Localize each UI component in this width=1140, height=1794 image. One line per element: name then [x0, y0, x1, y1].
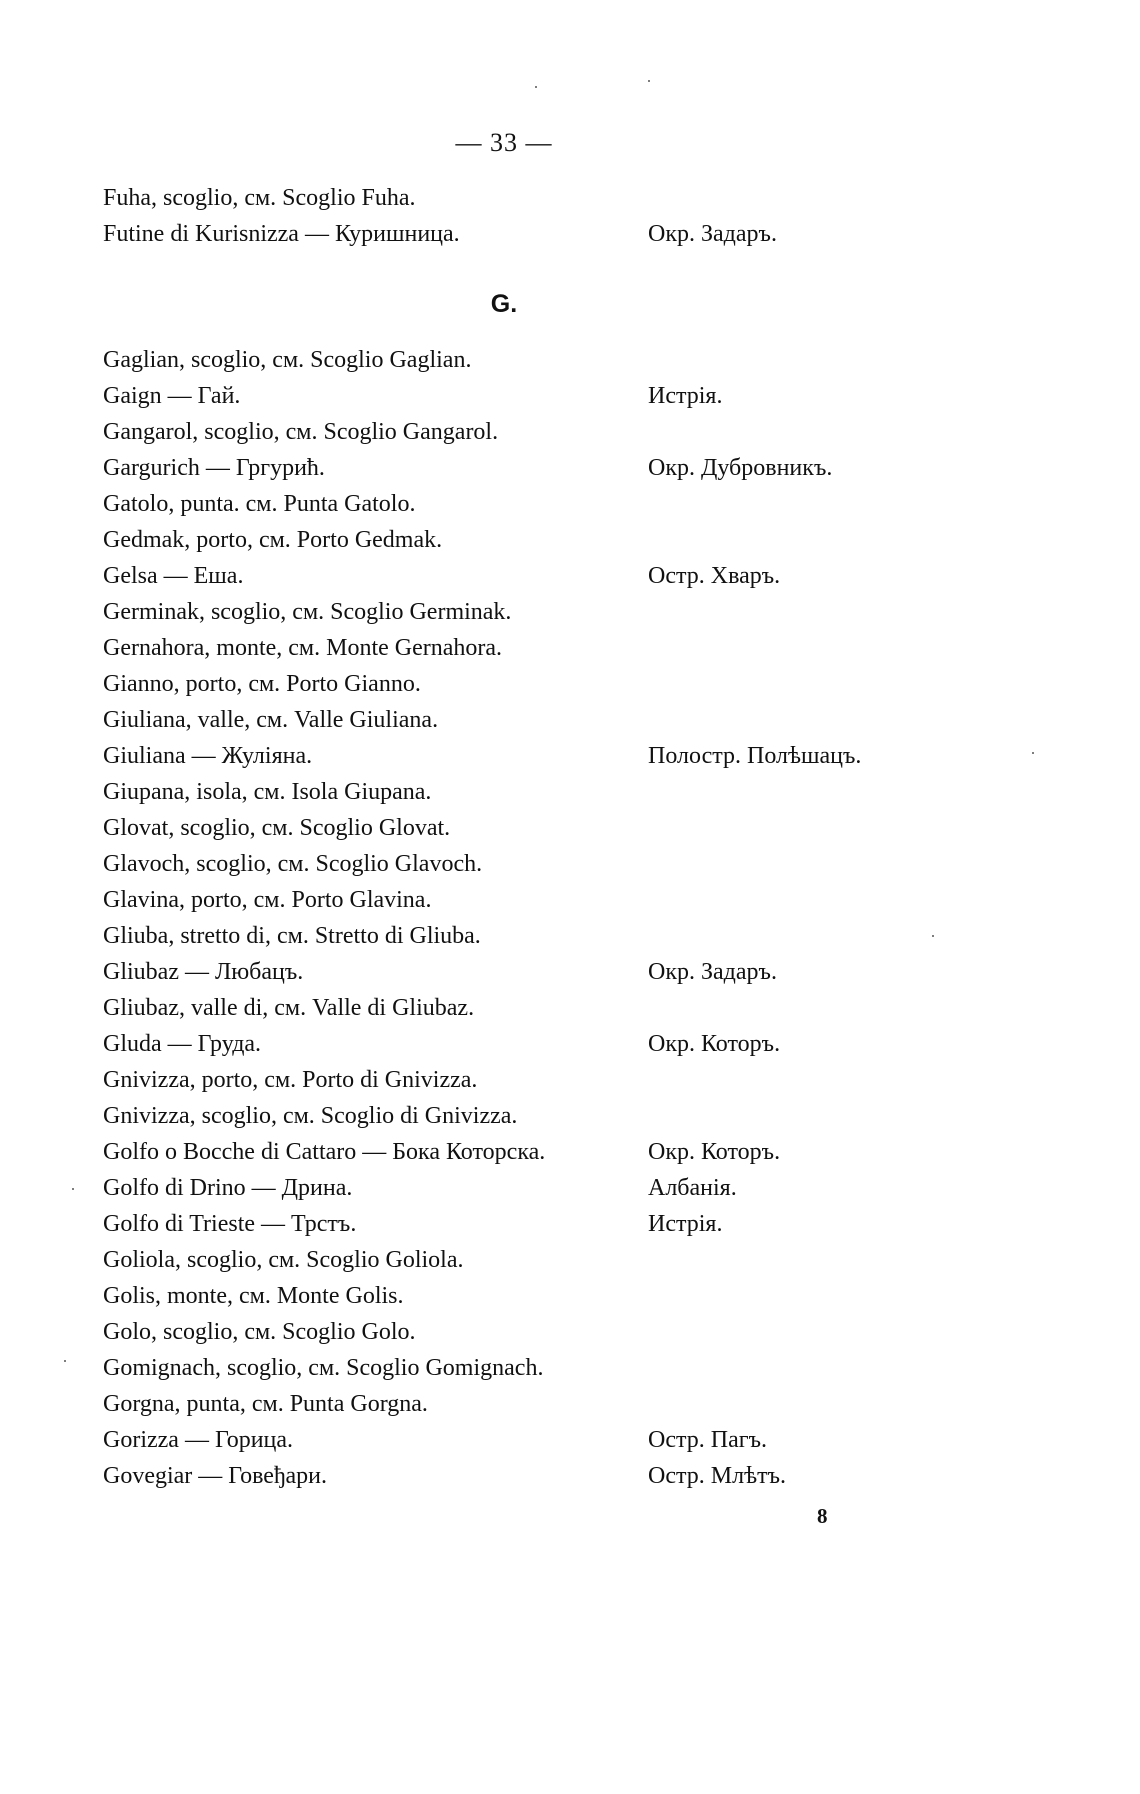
entry-region: Остр. Пагъ. — [648, 1427, 768, 1453]
entry-term: Gernahora, monte, см. Monte Gernahora. — [103, 635, 503, 661]
list-item — [0, 414, 1140, 450]
entry-term: Gorgna, punta, см. Punta Gorgna. — [103, 1391, 428, 1417]
entry-term: Golfo di Drino — Дрина. — [103, 1175, 353, 1201]
print-speck — [535, 86, 537, 88]
entry-term: Gaign — Гай. — [103, 383, 241, 409]
list-item — [0, 990, 1140, 1026]
entry-region: Окр. Которъ. — [648, 1139, 781, 1165]
print-speck — [648, 80, 650, 82]
list-item — [0, 558, 1140, 594]
list-item — [0, 846, 1140, 882]
entry-term: Gaglian, scoglio, см. Scoglio Gaglian. — [103, 347, 472, 373]
list-item — [0, 180, 1140, 216]
list-item — [0, 1062, 1140, 1098]
list-item — [0, 1422, 1140, 1458]
list-item — [0, 1098, 1140, 1134]
entry-term: Fuha, scoglio, см. Scoglio Fuha. — [103, 185, 416, 211]
list-item — [0, 1026, 1140, 1062]
entry-term: Glavoch, scoglio, см. Scoglio Glavoch. — [103, 851, 483, 877]
entry-region: Окр. Которъ. — [648, 1031, 781, 1057]
entry-region: Окр. Задаръ. — [648, 221, 777, 247]
list-item — [0, 378, 1140, 414]
entry-term: Glovat, scoglio, см. Scoglio Glovat. — [103, 815, 451, 841]
entry-term: Goliola, scoglio, см. Scoglio Goliola. — [103, 1247, 464, 1273]
list-item — [0, 882, 1140, 918]
entry-term: Giuliana — Жуліяна. — [103, 743, 313, 769]
entry-term: Gliubaz, valle di, см. Valle di Gliubaz. — [103, 995, 475, 1021]
entry-term: Gnivizza, porto, см. Porto di Gnivizza. — [103, 1067, 478, 1093]
print-speck — [72, 1188, 74, 1190]
entry-region: Остр. Млѣтъ. — [648, 1463, 787, 1489]
entry-term: Gorizza — Горица. — [103, 1427, 294, 1453]
entry-term: Gelsa — Еша. — [103, 563, 244, 589]
list-item — [0, 1278, 1140, 1314]
print-speck — [932, 935, 934, 937]
page-number: — 33 — — [455, 128, 553, 157]
list-item — [0, 216, 1140, 252]
list-item — [0, 630, 1140, 666]
print-speck — [64, 1360, 66, 1362]
entry-term: Gedmak, porto, см. Porto Gedmak. — [103, 527, 443, 553]
entry-region: Полостр. Полѣшацъ. — [648, 743, 862, 769]
list-item — [0, 738, 1140, 774]
entry-term: Govegiar — Говеђари. — [103, 1463, 327, 1489]
entry-term: Gomignach, scoglio, см. Scoglio Gomignach. — [103, 1355, 544, 1381]
entry-term: Giupana, isola, см. Isola Giupana. — [103, 779, 432, 805]
entry-term: Gliuba, stretto di, см. Stretto di Gliuba. — [103, 923, 481, 949]
entry-term: Futine di Kurisnizza — Куришница. — [103, 221, 460, 247]
list-item — [0, 1458, 1140, 1494]
list-item — [0, 1350, 1140, 1386]
entry-region: Окр. Дубровникъ. — [648, 455, 833, 481]
entry-term: Gangarol, scoglio, см. Scoglio Gangarol. — [103, 419, 499, 445]
list-item — [0, 1242, 1140, 1278]
list-item — [0, 342, 1140, 378]
entry-term: Gargurich — Гргурић. — [103, 455, 325, 481]
entry-region: Истрія. — [648, 383, 723, 409]
list-item — [0, 522, 1140, 558]
list-item — [0, 702, 1140, 738]
list-item — [0, 1386, 1140, 1422]
entry-region: Остр. Хваръ. — [648, 563, 781, 589]
list-item — [0, 486, 1140, 522]
entry-list — [0, 342, 1140, 1494]
entry-term: Gluda — Груда. — [103, 1031, 262, 1057]
list-item — [0, 774, 1140, 810]
entry-region: Албанія. — [648, 1175, 737, 1201]
list-item — [0, 1314, 1140, 1350]
entry-term: Gianno, porto, см. Porto Gianno. — [103, 671, 421, 697]
list-item — [0, 1170, 1140, 1206]
list-item — [0, 1206, 1140, 1242]
entry-region: Окр. Задаръ. — [648, 959, 777, 985]
entry-term: Golfo di Trieste — Трстъ. — [103, 1211, 357, 1237]
list-item — [0, 954, 1140, 990]
entry-term: Glavina, porto, см. Porto Glavina. — [103, 887, 432, 913]
list-item — [0, 450, 1140, 486]
list-item — [0, 810, 1140, 846]
list-item — [0, 666, 1140, 702]
entry-term: Gatolo, punta. см. Punta Gatolo. — [103, 491, 416, 517]
entry-term: Giuliana, valle, см. Valle Giuliana. — [103, 707, 439, 733]
entry-term: Germinak, scoglio, см. Scoglio Germinak. — [103, 599, 512, 625]
entry-term: Golfo o Bocche di Cattaro — Бока Которска. — [103, 1139, 546, 1165]
entry-term: Gnivizza, scoglio, см. Scoglio di Gnivizza. — [103, 1103, 518, 1129]
print-speck — [1032, 752, 1034, 754]
entry-term: Gliubaz — Любацъ. — [103, 959, 304, 985]
list-item — [0, 1134, 1140, 1170]
list-item — [0, 918, 1140, 954]
entry-term: Golis, monte, см. Monte Golis. — [103, 1283, 404, 1309]
entry-term: Golo, scoglio, см. Scoglio Golo. — [103, 1319, 416, 1345]
list-item — [0, 594, 1140, 630]
entry-region: Истрія. — [648, 1211, 723, 1237]
section-heading: G. — [490, 290, 518, 318]
top-entry-list — [0, 180, 1140, 252]
signature-mark: 8 — [817, 1504, 828, 1528]
